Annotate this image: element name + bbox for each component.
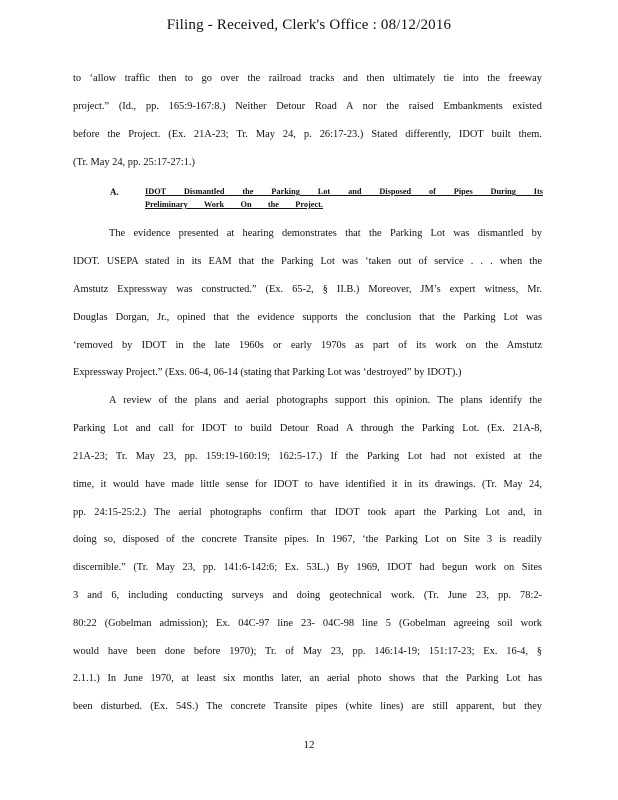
body-text-line: A review of the plans and aerial photographs support this opinion. The plans identify the [109, 395, 542, 406]
filing-stamp-header: Filing - Received, Clerk's Office : 08/12/2016 [166, 17, 452, 33]
body-text-line: before the Project. (Ex. 21A-23; Tr. May 24, p. 26:17-23.) Stated differently, IDOT built them. [73, 129, 542, 140]
section-heading-marker: A. [110, 187, 119, 197]
page-number: 12 [303, 739, 315, 751]
body-text-line: The evidence presented at hearing demonstrates that the Parking Lot was dismantled by [109, 228, 542, 239]
section-heading-line-1: IDOT Dismantled the Parking Lot and Disposed of Pipes During Its [145, 187, 543, 196]
body-text-line: Douglas Dorgan, Jr., opined that the evidence supports the conclusion that the Parking Lot was [73, 312, 542, 323]
body-text-line: 21A-23; Tr. May 23, pp. 159:19-160:19; 162:5-17.) If the Parking Lot had not existed at the [73, 451, 542, 462]
body-text-line: 3 and 6, including conducting surveys and doing geotechnical work. (Tr. June 23, pp. 78:2- [73, 590, 542, 601]
body-text-line: IDOT. USEPA stated in its EAM that the Parking Lot was ‘taken out of service . . . when the [73, 256, 542, 267]
body-text-line: doing so, disposed of the concrete Transite pipes. In 1967, ‘the Parking Lot on Site 3 is readily [73, 534, 542, 545]
body-text-line: Amstutz Expressway was constructed.” (Ex. 65-2, § II.B.) Moreover, JM’s expert witness, Mr. [73, 284, 542, 295]
body-text-line: (Tr. May 24, pp. 25:17-27:1.) [73, 157, 195, 168]
body-text-line: pp. 24:15-25:2.) The aerial photographs confirm that IDOT took apart the Parking Lot and, in [73, 507, 542, 518]
body-text-line: been disturbed. (Ex. 54S.) The concrete Transite pipes (white lines) are still apparent, but they [73, 701, 542, 712]
body-text-line: Parking Lot and call for IDOT to build Detour Road A through the Parking Lot. (Ex. 21A-8, [73, 423, 542, 434]
body-text-line: discernible.” (Tr. May 23, pp. 141:6-142:6; Ex. 53L.) By 1969, IDOT had begun work on Sites [73, 562, 542, 573]
body-text-line: would have been done before 1970); Tr. of May 23, pp. 146:14-19; 151:17-23; Ex. 16-4, § [73, 646, 542, 657]
body-text-line: 2.1.1.) In June 1970, at least six months later, an aerial photo shows that the Parking Lot has [73, 673, 542, 684]
section-heading-line-2: Preliminary Work On the Project. [145, 200, 323, 209]
body-text-line: project.” (Id., pp. 165:9-167:8.) Neither Detour Road A nor the raised Embankments existed [73, 101, 542, 112]
body-text-line: 80:22 (Gobelman admission); Ex. 04C-97 line 23- 04C-98 line 5 (Gobelman agreeing soil work [73, 618, 542, 629]
body-text-line: to ‘allow traffic then to go over the railroad tracks and then ultimately tie into the freeway [73, 73, 542, 84]
body-text-line: ‘removed by IDOT in the late 1960s or early 1970s as part of its work on the Amstutz [73, 340, 542, 351]
body-text-line: Expressway Project.” (Exs. 06-4, 06-14 (stating that Parking Lot was ‘destroyed” by IDOT).) [73, 367, 462, 378]
body-text-line: time, it would have made little sense for IDOT to have identified it in its drawings. (Tr. May 24, [73, 479, 542, 490]
